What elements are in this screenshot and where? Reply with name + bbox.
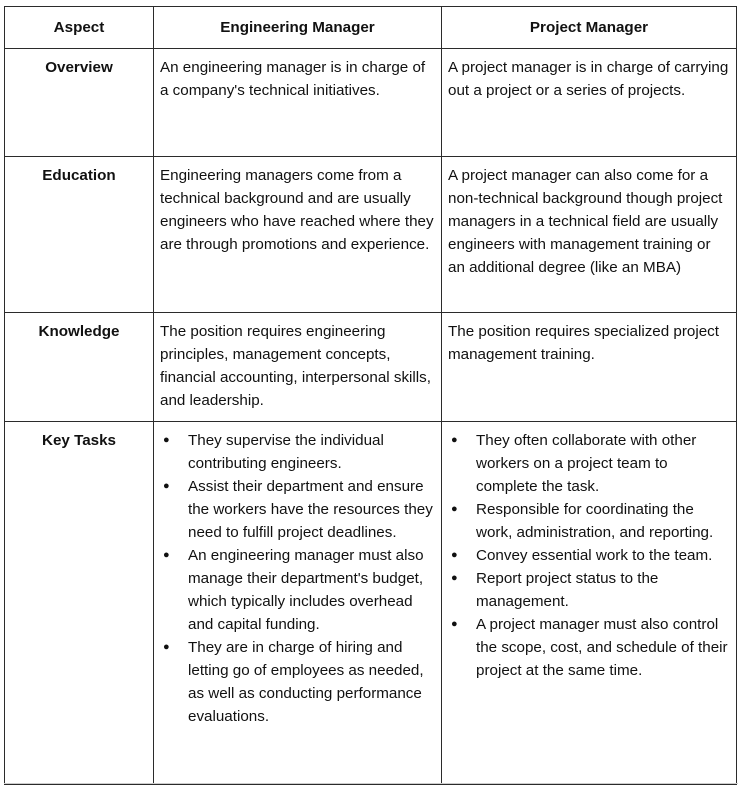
list-item: ● Report project status to the management. [448,567,730,613]
list-item: ● Assist their department and ensure the workers have the resources they need to fulfill project deadlines. [160,475,435,544]
table-row [5,157,737,313]
comparison-table [4,6,737,785]
row-aspect-label: Overview [5,49,154,157]
header-row [5,7,737,49]
project-manager-cell: A project manager is in charge of carrying out a project or a series of projects. [442,49,737,157]
engineering-manager-cell: An engineering manager is in charge of a company's technical initiatives. [154,49,442,157]
header-engineering-manager: Engineering Manager [154,7,442,49]
header-aspect: Aspect [5,7,154,49]
list-item: ● They supervise the individual contributing engineers. [160,429,435,475]
list-item: ● They often collaborate with other workers on a project team to complete the task. [448,429,730,498]
row-aspect-label: Key Tasks [5,422,154,785]
row-aspect-label: Knowledge [5,313,154,422]
project-manager-cell: A project manager can also come for a non-technical background though project managers in a technical field are usually engineers with management training or an additional degree (like an MBA) [442,157,737,313]
bottom-divider [4,783,738,784]
list-item: ● An engineering manager must also manage their department's budget, which typically includes overhead and capital funding. [160,544,435,636]
table-row [5,422,737,785]
list-item: ● Convey essential work to the team. [448,544,730,567]
row-aspect-label: Education [5,157,154,313]
table-row [5,313,737,422]
project-manager-cell [442,422,737,785]
engineering-manager-cell: The position requires engineering principles, management concepts, financial accounting, interpersonal skills, and leadership. [154,313,442,422]
header-project-manager: Project Manager [442,7,737,49]
project-manager-cell: The position requires specialized project management training. [442,313,737,422]
engineering-manager-cell [154,422,442,785]
table-row [5,49,737,157]
list-item: ● Responsible for coordinating the work, administration, and reporting. [448,498,730,544]
project-manager-task-list [448,429,730,682]
list-item: ● They are in charge of hiring and letting go of employees as needed, as well as conducting performance evaluations. [160,636,435,728]
engineering-manager-cell: Engineering managers come from a technical background and are usually engineers who have reached where they are through promotions and experience. [154,157,442,313]
list-item: ● A project manager must also control the scope, cost, and schedule of their project at the same time. [448,613,730,682]
engineering-manager-task-list [160,429,435,728]
